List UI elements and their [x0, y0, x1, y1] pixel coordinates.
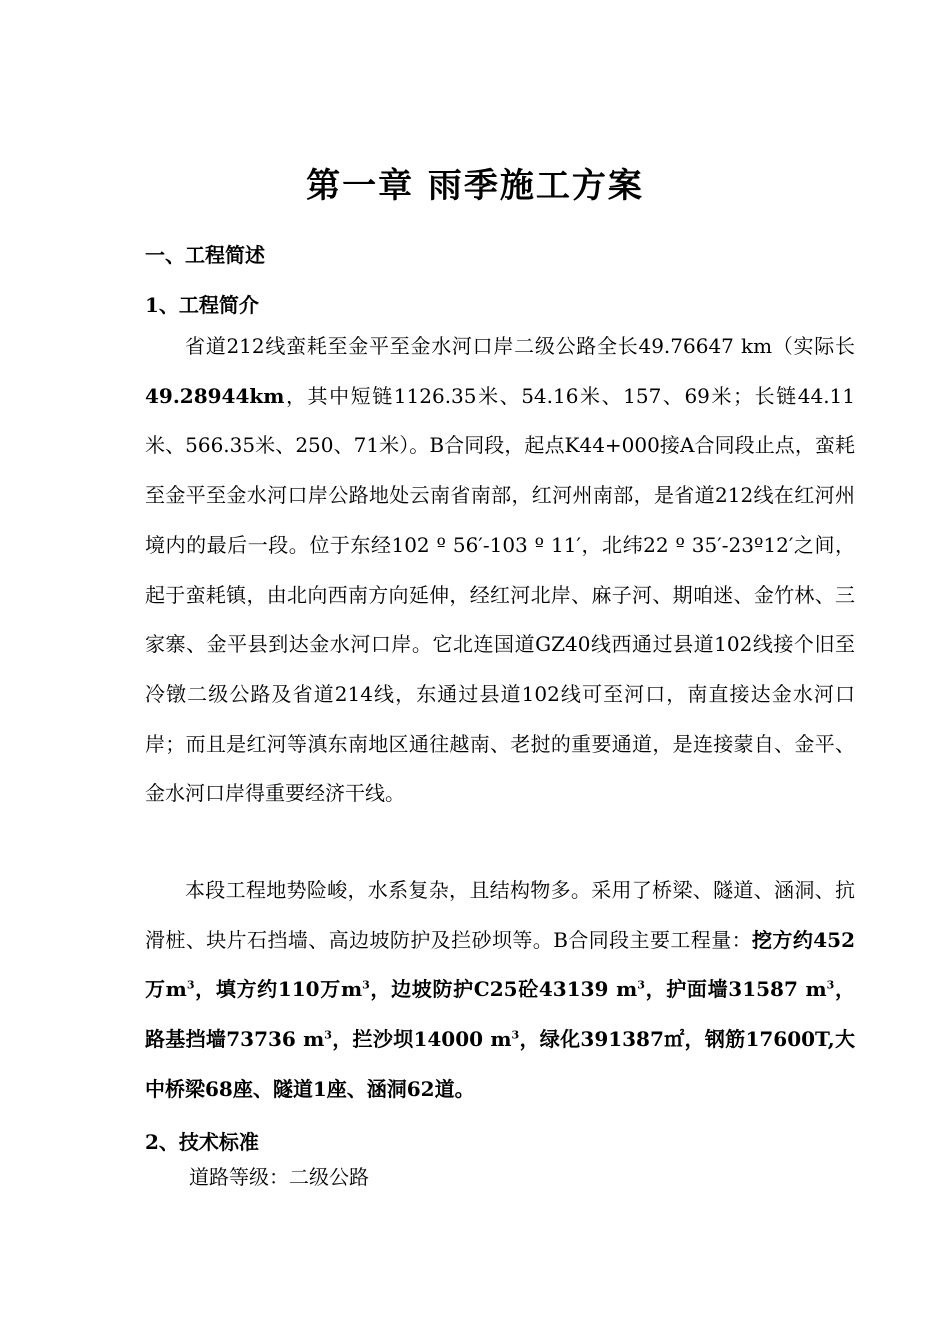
quantity-fill: ，填方约110万m [194, 977, 363, 1002]
actual-length: 49.28944km [145, 383, 285, 408]
superscript: 3 [186, 978, 195, 992]
page-title: 第一章 雨季施工方案 [306, 166, 644, 206]
paragraph-text: ，其中短链1126.35米、54.16米、157、69米；长链44.11米、566.35米、250、71米）。B合同段，起点K44+000接A合同段止点，蛮耗至金平至金水河口岸公路地处云南省南部，红河州南部，是省道212线在红河州境内的最后一段。位于东经102 º 56′-103 º 11′，北纬22 º 35′-23º12′之间，起于蛮耗镇，由北向西南方向延伸，经红河北岸、麻子河、期咱迷、金竹林、三家寨、金平县到达金水河口岸。它北连国道GZ40线西通过县道102线接个旧至冷镦二级公路及省道214线，东通过县道102线可至河口，南直接达金水河口岸；而且是红河等滇东南地区通往越南、老挝的重要通道，是连接蒙自、金平、金水河口岸得重要经济干线。 [145, 383, 855, 806]
quantities-bold [145, 928, 855, 1101]
superscript: 3 [324, 1028, 332, 1042]
superscript: 3 [826, 978, 835, 992]
subsection-heading-standards: 2、技术标准 [145, 1130, 259, 1154]
road-grade-line: 道路等级：二级公路 [189, 1165, 369, 1189]
quantity-excavation: 挖方约452万m [145, 927, 855, 1002]
superscript: 3 [511, 1028, 520, 1042]
paragraph-text: 省道212线蛮耗至金平至金水河口岸二级公路全长49.76647 km（实际长 [185, 334, 855, 358]
paragraph-project-intro [145, 322, 855, 819]
subsection-heading-intro: 1、工程简介 [145, 293, 259, 317]
quantity-slope-protection: ，边坡防护C25砼43139 m [369, 977, 638, 1002]
section-heading: 一、工程简述 [145, 243, 265, 267]
quantity-sand-dam: ，拦沙坝14000 m [331, 1027, 512, 1052]
superscript: 3 [362, 978, 370, 992]
quantity-greening-etc: ，绿化391387㎡，钢筋17600T,大中桥梁68座、隧道1座、涵洞62道。 [145, 1027, 855, 1101]
quantity-retaining-wall: ，路基挡墙73736 m [145, 977, 855, 1052]
quantity-facing-wall: ，护面墙31587 m [644, 977, 827, 1002]
paragraph-text: 本段工程地势险峻，水系复杂，且结构物多。采用了桥梁、隧道、涵洞、抗滑桩、块片石挡墙、高边坡防护及拦砂坝等。B合同段主要工程量： [145, 878, 855, 952]
superscript: 3 [637, 978, 645, 992]
paragraph-quantities [145, 866, 855, 1115]
